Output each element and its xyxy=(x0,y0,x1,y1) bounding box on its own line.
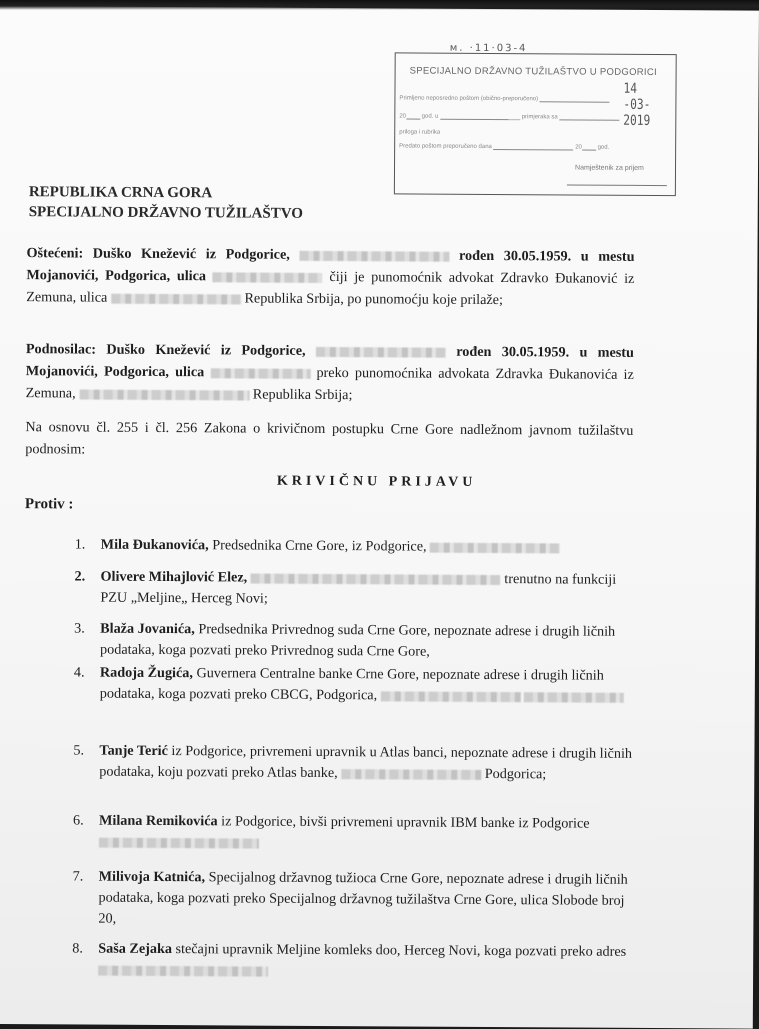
redacted-text xyxy=(341,769,481,780)
redacted-text xyxy=(79,389,249,400)
defendant-item: 7. Milivoja Katnića, Specijalnog državnog tužioca Crne Gore, nepoznate adrese i drugih ličnih podataka, koga pozvati preko Specijalnog državnog tužilaštva Crne Gore, ulica Slobode broj 20, xyxy=(72,868,628,927)
defendant-item: 4. Radoja Žugića, Guvernera Centralne banke Crne Gore, nepoznate adrese i drugih ličnih podataka, koga pozvati preko CBCG, Podgorica, xyxy=(74,662,634,707)
redacted-text xyxy=(251,573,501,585)
receipt-stamp xyxy=(394,52,677,196)
redacted-text xyxy=(98,965,268,976)
complainant-paragraph: Podnosilac: Duško Knežević iz Podgorice, rođen 30.05.1959. u mestu Mojanovići, Podgorica, ulica preko punomoćnika advokata Zdravka Đukanovića iz Zemuna, Republika Srbija; xyxy=(25,341,634,404)
stamp-line-2: 20 god. u primjeraka sa xyxy=(399,113,619,120)
stamp-title: SPECIJALNO DRŽAVNO TUŽILAŠTVO U PODGORICI xyxy=(409,65,658,79)
against-label: Protiv : xyxy=(24,496,74,513)
defendant-item: 6. Milana Remikovića iz Podgorice, bivši privremeni upravnik IBM banke iz Podgorice xyxy=(73,810,633,855)
injured-party-paragraph: Oštećeni: Duško Knežević iz Podgorice, rođen 30.05.1959. u mestu Mojanovići, Podgorica, ulica čiji je punomoćnik advokat Zdravko Đukanović iz Zemuna, ulica Republika Srbija, po punomoćju koje prilaže; xyxy=(26,245,635,309)
redacted-text xyxy=(111,293,241,304)
injured-party-label: Oštećeni: xyxy=(26,245,84,262)
redacted-text xyxy=(524,692,624,703)
redacted-text xyxy=(210,368,310,379)
redacted-text xyxy=(381,691,521,702)
document-title: KRIVIČNU PRIJAVU xyxy=(276,473,477,490)
legal-basis-paragraph: Na osnovu čl. 255 i čl. 256 Zakona o krivičnom postupku Crne Gore nadležnom javnom tužilaštvu podnosim: xyxy=(25,419,634,458)
redacted-text xyxy=(299,251,449,262)
redacted-text xyxy=(430,542,560,553)
stamp-line-4: Predato poštom preporučeno dana 20 god. xyxy=(399,143,610,151)
stamp-line-1: Primljeno neposredno poštom (obično-preporučeno) xyxy=(399,95,609,102)
stamp-clerk-label: Namještenik za prijem xyxy=(574,164,644,172)
stamp-line-3: priloga i rubrika xyxy=(399,129,441,136)
header-line-2: SPECIJALNO DRŽAVNO TUŽILAŠTVO xyxy=(28,204,304,222)
header-line-1: REPUBLIKA CRNA GORA xyxy=(28,184,213,202)
defendant-item: 2. Olivere Mihajlović Elez, trenutno na funkciji PZU „Meljine„ Herceg Novi; xyxy=(74,568,617,607)
complainant-label: Podnosilac: xyxy=(25,341,97,358)
stamp-signature-line xyxy=(567,184,667,186)
stamp-received-date: 14 -03- 2019 xyxy=(623,80,651,129)
document-page xyxy=(0,6,759,1029)
scan-top-edge-shadow xyxy=(0,0,759,10)
defendant-item: 1. Mila Đukanovića, Predsednika Crne Gore, iz Podgorice, xyxy=(75,534,635,558)
redacted-text xyxy=(99,837,259,848)
defendant-item: 3. Blaža Jovanića, Predsednika Privrednog suda Crne Gore, nepoznate adrese i drugih ličnih podataka, koga pozvati preko Privrednog suda Crne Gore, xyxy=(74,620,616,660)
redacted-text xyxy=(213,272,323,283)
stamp-handwritten-mark: м. ·11·03-4 xyxy=(449,42,528,55)
redacted-text xyxy=(316,347,446,358)
defendant-item: 5. Tanje Terić iz Podgorice, privremeni upravnik u Atlas banci, nepoznate adrese i drugih ličnih podataka, koju pozvati preko Atlas banke, Podgorica; xyxy=(73,742,633,783)
defendant-item: 8. Saša Zejaka stečajni upravnik Meljine komleks doo, Herceg Novi, koga pozvati preko adres xyxy=(72,938,632,983)
institution-header xyxy=(29,182,303,224)
